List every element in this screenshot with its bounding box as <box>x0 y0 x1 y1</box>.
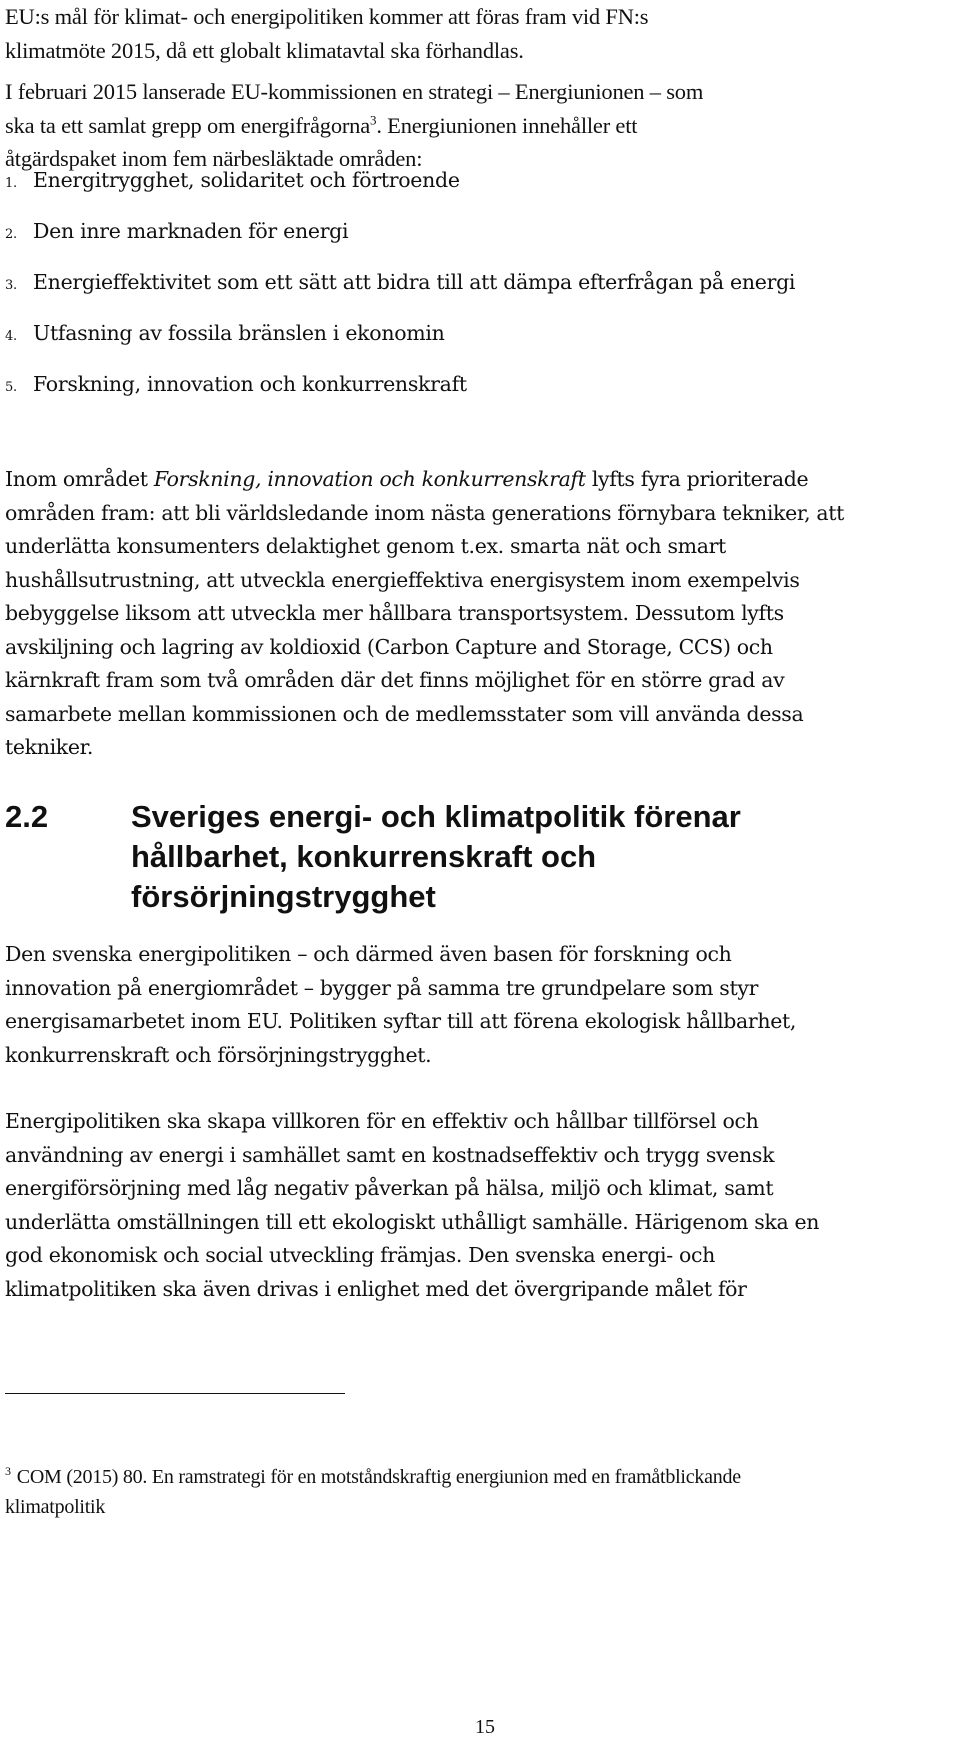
energy-union-line-2a: ska ta ett samlat grepp om energifrågorna <box>5 112 370 138</box>
footnote-line-1: COM (2015) 80. En ramstrategi för en motståndskraftig energiunion med en framåtblickande <box>16 1466 741 1488</box>
footnote-reference[interactable]: 3 <box>370 112 377 127</box>
section-line: innovation på energiområdet – bygger på samma tre grundpelare som styr <box>5 975 759 1000</box>
energy-union-line-1: I februari 2015 lanserade EU-kommissionen en strategi – Energiunionen – som <box>5 79 704 104</box>
footnote-line-2: klimatpolitik <box>5 1496 106 1518</box>
list-item <box>5 257 795 308</box>
intro-line-2: klimatmöte 2015, då ett globalt klimatavtal ska förhandlas. <box>5 37 524 63</box>
list-text: Den inre marknaden för energi <box>33 219 349 243</box>
intro-line-1: EU:s mål för klimat- och energipolitiken kommer att föras fram vid FN:s <box>5 4 649 29</box>
energy-union-line-2b: . Energiunionen innehåller ett <box>376 112 638 138</box>
research-line: avskiljning och lagring av koldioxid (Carbon Capture and Storage, CCS) och <box>5 634 773 659</box>
list-number: 5. <box>5 380 17 395</box>
list-text: Energieffektivitet som ett sätt att bidra till att dämpa efterfrågan på energi <box>33 270 796 294</box>
priority-list <box>5 155 795 410</box>
section-line: användning av energi i samhället samt en kostnadseffektiv och trygg svensk <box>5 1142 775 1167</box>
section-title <box>131 797 851 917</box>
list-number: 4. <box>5 329 17 344</box>
section-line: klimatpolitiken ska även drivas i enlighet med det övergripande målet för <box>5 1276 747 1301</box>
research-pre: Inom området <box>5 467 154 491</box>
research-paragraph <box>5 463 844 765</box>
section-line: energisamarbetet inom EU. Politiken syftar till att förena ekologisk hållbarhet, <box>5 1009 797 1033</box>
list-text: Energitrygghet, solidaritet och förtroende <box>33 168 460 192</box>
energy-union-line-3: åtgärdspaket inom fem närbesläktade områden: <box>5 146 423 171</box>
research-line: underlätta konsumenters delaktighet genom t.ex. smarta nät och smart <box>5 534 726 558</box>
section-line: energiförsörjning med låg negativ påverkan på hälsa, miljö och klimat, samt <box>5 1176 774 1200</box>
section-line: Energipolitiken ska skapa villkoren för en effektiv och hållbar tillförsel och <box>5 1109 759 1133</box>
research-italic-term: Forskning, innovation och konkurrenskraft <box>153 467 586 491</box>
intro-paragraph <box>5 0 648 67</box>
footnote-mark: 3 <box>5 1464 11 1479</box>
list-item <box>5 155 795 206</box>
section-title-line: försörjningstrygghet <box>131 879 436 914</box>
research-post: lyfts fyra prioriterade <box>585 467 809 491</box>
research-line: områden fram: att bli världsledande inom nästa generations förnybara tekniker, att <box>5 500 845 525</box>
section-line: god ekonomisk och social utveckling främjas. Den svenska energi- och <box>5 1243 715 1267</box>
research-line: tekniker. <box>5 735 94 759</box>
list-item <box>5 206 795 257</box>
section-title-line: hållbarhet, konkurrenskraft och <box>131 839 597 874</box>
research-line: bebyggelse liksom att utveckla mer hållbara transportsystem. Dessutom lyfts <box>5 601 784 625</box>
section-paragraph-1 <box>5 938 796 1072</box>
list-item <box>5 308 795 359</box>
section-number: 2.2 <box>5 799 49 834</box>
footnote-separator <box>5 1393 345 1394</box>
section-line: konkurrenskraft och försörjningstrygghet. <box>5 1042 432 1067</box>
list-number: 1. <box>5 176 17 191</box>
research-line: kärnkraft fram som två områden där det finns möjlighet för en större grad av <box>5 668 785 692</box>
section-title-line: Sveriges energi- och klimatpolitik förenar <box>131 799 741 834</box>
list-text: Forskning, innovation och konkurrenskraft <box>33 372 467 396</box>
page-number: 15 <box>475 1716 495 1738</box>
list-number: 2. <box>5 227 17 242</box>
section-line: underlätta omställningen till ett ekologiskt uthålligt samhälle. Härigenom ska en <box>5 1209 820 1234</box>
research-line: samarbete mellan kommissionen och de medlemsstater som vill använda dessa <box>5 701 804 726</box>
list-number: 3. <box>5 278 17 293</box>
section-paragraph-2 <box>5 1105 819 1306</box>
list-item <box>5 359 795 410</box>
list-text: Utfasning av fossila bränslen i ekonomin <box>33 321 445 345</box>
footnote <box>5 1462 955 1522</box>
research-line: hushållsutrustning, att utveckla energieffektiva energisystem inom exempelvis <box>5 567 800 592</box>
section-line: Den svenska energipolitiken – och därmed även basen för forskning och <box>5 942 732 966</box>
